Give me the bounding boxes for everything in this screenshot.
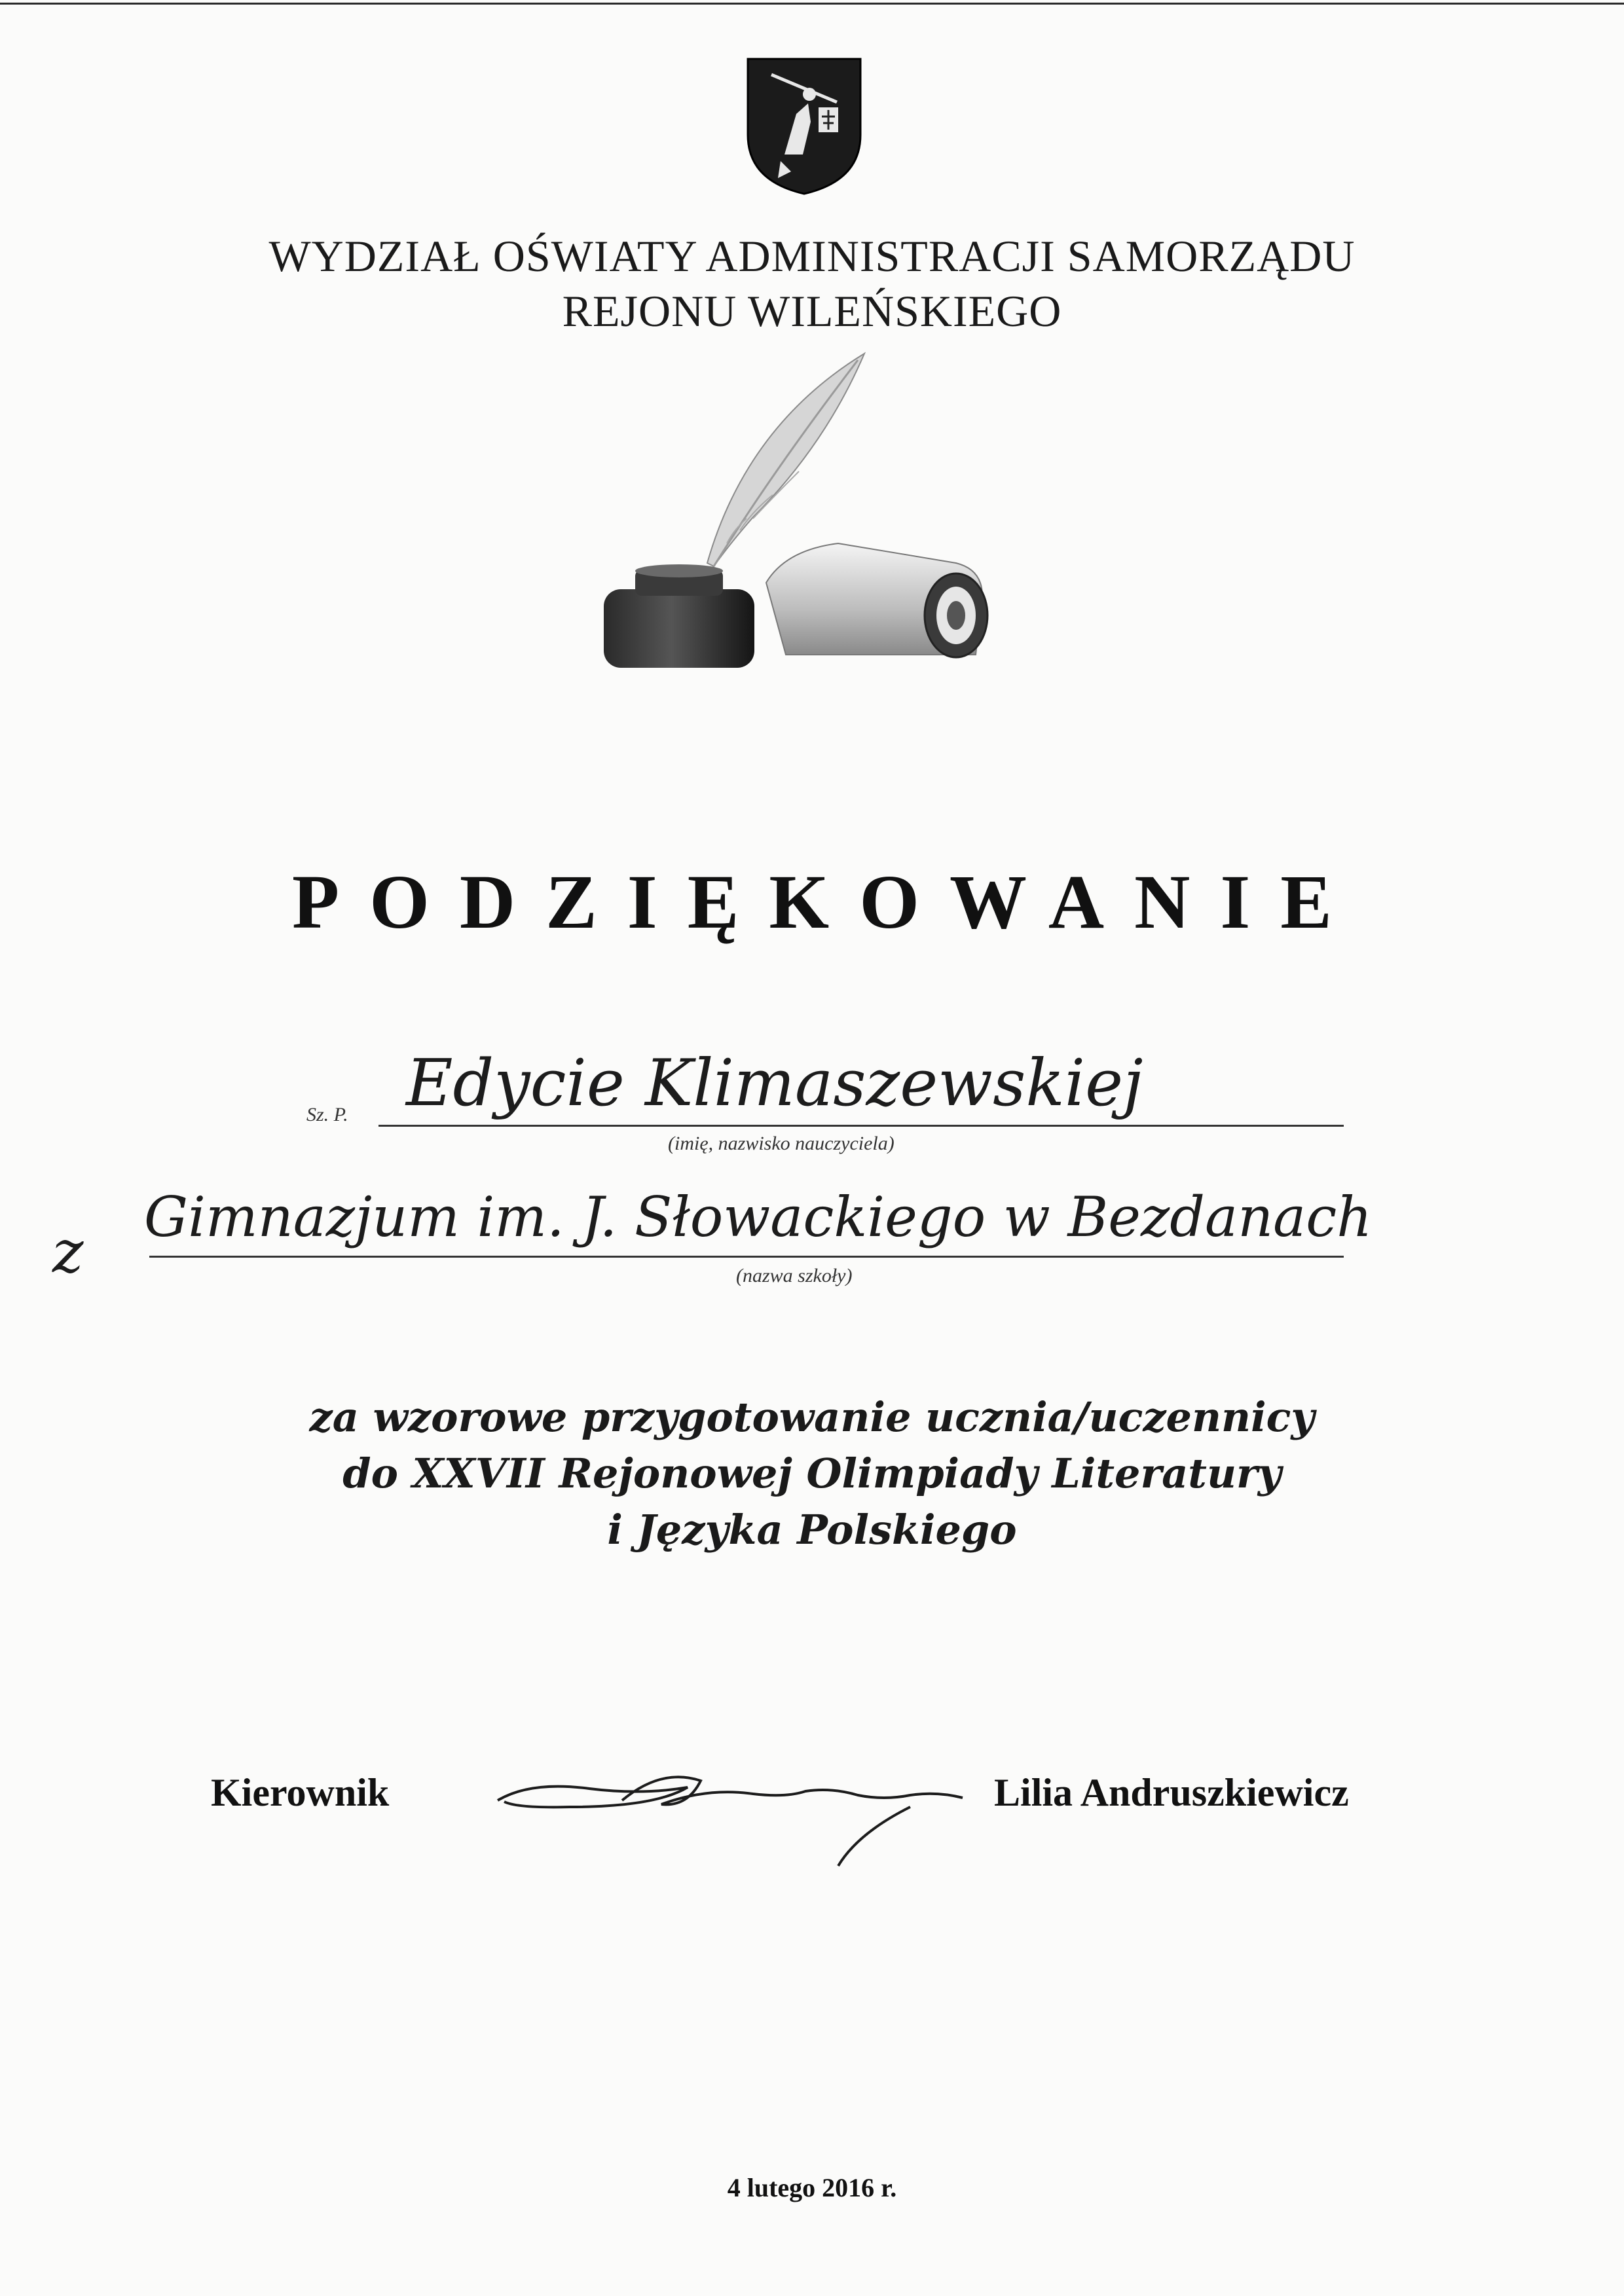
coat-of-arms-icon [745, 56, 863, 196]
school-name-caption: (nazwa szkoły) [736, 1265, 853, 1286]
institution-name-line-1: WYDZIAŁ OŚWIATY ADMINISTRACJI SAMORZĄDU [268, 231, 1356, 281]
school-prefix-handwritten: z [52, 1218, 84, 1286]
award-text-line-3: i Języka Polskiego [607, 1506, 1017, 1554]
recipient-name-handwritten: Edycie Klimaszewskiej [406, 1046, 1143, 1121]
school-name-line [149, 1256, 1344, 1258]
recipient-name-line [378, 1125, 1344, 1127]
document-title: PODZIĘKOWANIE [292, 859, 1362, 945]
top-scan-edge [0, 3, 1624, 5]
institution-name-line-2: REJONU WILEŃSKIEGO [562, 286, 1062, 336]
signatory-role: Kierownik [211, 1771, 390, 1814]
school-name-handwritten: Gimnazjum im. J. Słowackiego w Bezdanach [144, 1185, 1373, 1249]
inkwell-quill-scroll-illustration [589, 347, 1008, 687]
recipient-name-caption: (imię, nazwisko nauczyciela) [668, 1133, 895, 1154]
document-date: 4 lutego 2016 r. [727, 2173, 897, 2202]
signatory-name: Lilia Andruszkiewicz [994, 1771, 1349, 1814]
recipient-prefix: Sz. P. [306, 1104, 348, 1125]
handwritten-signature [491, 1761, 976, 1872]
award-text-line-2: do XXVII Rejonowej Olimpiady Literatury [342, 1449, 1282, 1497]
award-text-line-1: za wzorowe przygotowanie ucznia/uczennicy [309, 1393, 1315, 1441]
